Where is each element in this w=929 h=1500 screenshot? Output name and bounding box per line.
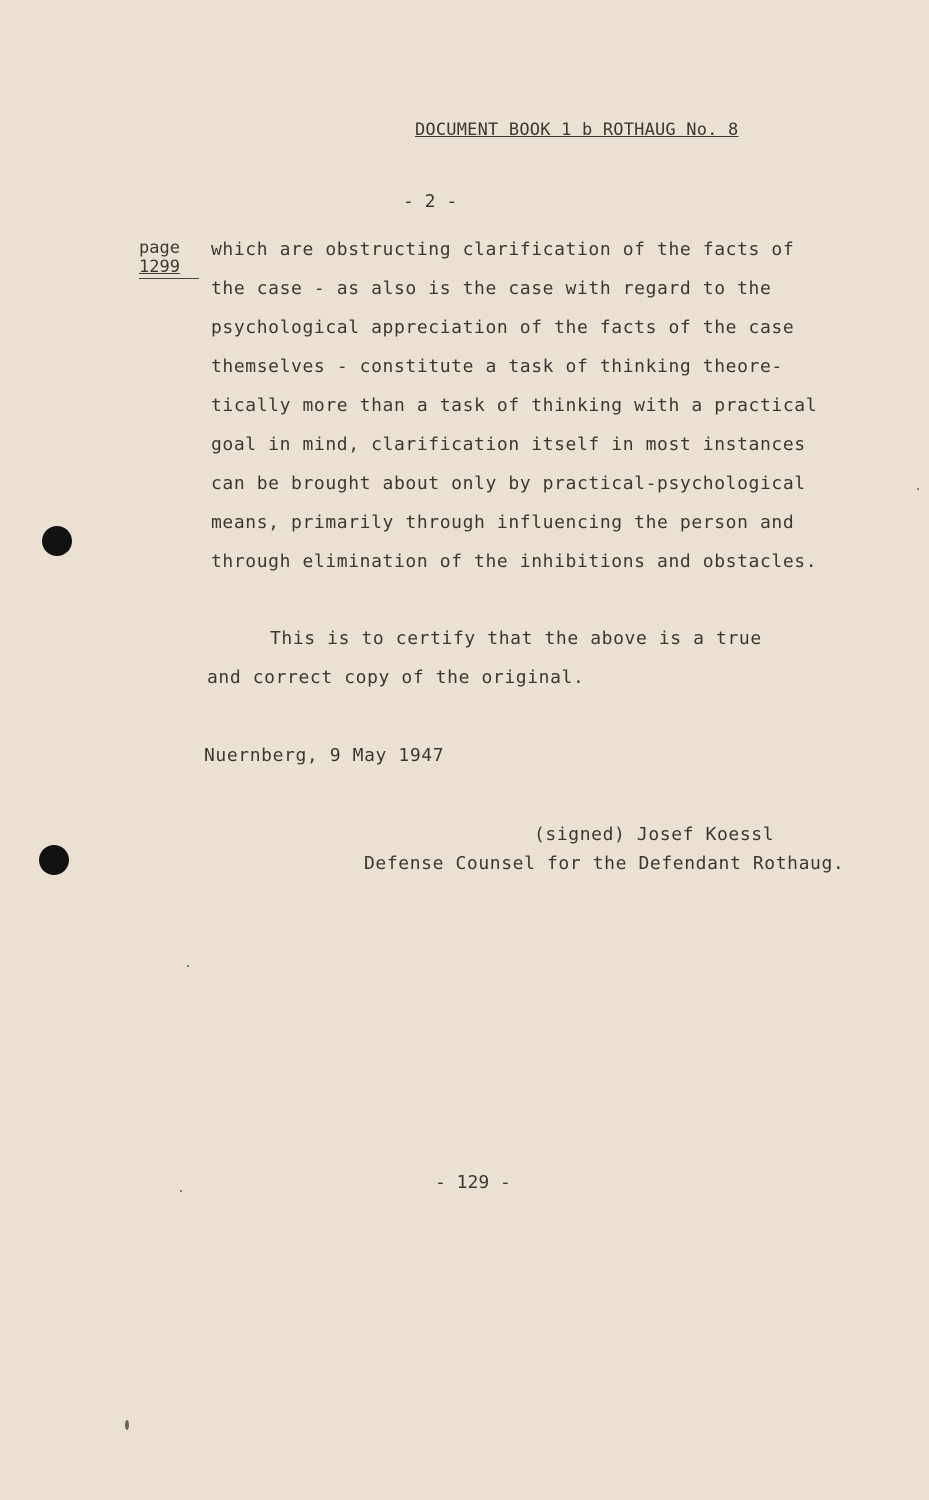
body-line: through elimination of the inhibitions and obstacles. [211,551,818,572]
margin-note-label: page [139,238,180,258]
body-line: which are obstructing clarification of the facts of [211,239,795,260]
date-place: Nuernberg, 9 May 1947 [204,745,445,766]
signature-title: Defense Counsel for the Defendant Rothaug. [364,853,845,874]
body-line: means, primarily through influencing the person and [211,512,795,533]
paper-speck [917,488,919,490]
body-line: tically more than a task of thinking with a practical [211,395,818,416]
paper-speck [187,965,189,967]
body-line: psychological appreciation of the facts of the case [211,317,795,338]
certification-line: and correct copy of the original. [207,667,585,688]
paper-speck [180,1190,182,1192]
margin-note-ref: 1299 [139,257,180,277]
signature-line: (signed) Josef Koessl [534,824,775,845]
body-line: the case - as also is the case with regard to the [211,278,772,299]
body-line: themselves - constitute a task of thinking theore- [211,356,783,377]
punch-hole [42,526,72,556]
margin-note-rule [139,278,199,279]
margin-note [139,239,199,277]
body-line: can be brought about only by practical-psychological [211,473,806,494]
page-number-top: - 2 - [403,191,458,212]
punch-hole [39,845,69,875]
body-line: goal in mind, clarification itself in most instances [211,434,806,455]
document-header: DOCUMENT BOOK 1 b ROTHAUG No. 8 [415,120,739,140]
paper-speck [125,1420,129,1430]
page-number-bottom: - 129 - [435,1172,511,1193]
certification-line: This is to certify that the above is a true [270,628,762,649]
